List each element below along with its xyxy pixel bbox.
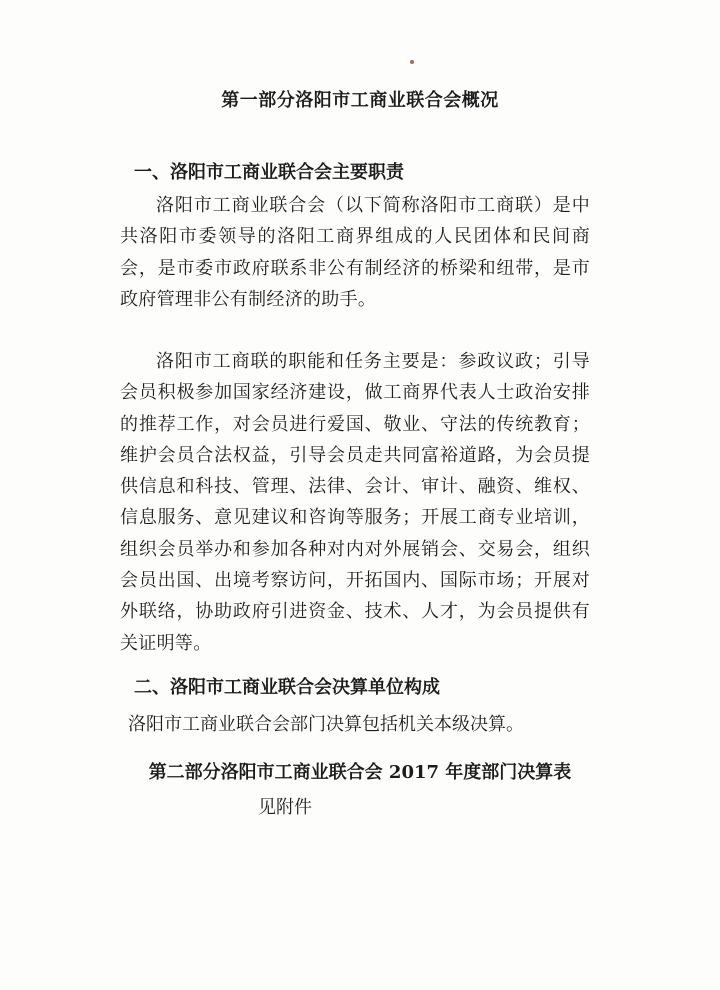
- section1-paragraph-1: 洛阳市工商业联合会（以下简称洛阳市工商联）是中共洛阳市委领导的洛阳工商界组成的人民团体和民间商会，是市委市政府联系非公有制经济的桥梁和纽带，是市政府管理非公有制经济的助手。: [120, 195, 590, 310]
- scan-mark: [410, 60, 414, 64]
- part2-title: 第二部分洛阳市工商业联合会 2017 年度部门决算表: [148, 762, 572, 783]
- section1-heading: 一、洛阳市工商业联合会主要职责: [134, 162, 404, 183]
- section1-paragraph-2: 洛阳市工商联的职能和任务主要是：参政议政；引导会员积极参加国家经济建设，做工商界代表人士政治安排的推荐工作，对会员进行爱国、敬业、守法的传统教育；维护会员合法权益，引导会员走共同富裕道路，为会员提供信息和科技、管理、法律、会计、审计、融资、维权、信息服务、意见建议和咨询等服务；开展工商专业培训，组织会员举办和参加各种对内对外展销会、交易会，组织会员出国、出境考察访问，开拓国内、国际市场；开展对外联络，协助政府引进资金、技术、人才，为会员提供有关证明等。: [120, 351, 590, 654]
- attachment-note: 见附件: [258, 797, 312, 818]
- section2-text: 洛阳市工商业联合会部门决算包括机关本级决算。: [128, 714, 524, 735]
- part1-title: 第一部分洛阳市工商业联合会概况: [221, 90, 499, 111]
- section2-heading: 二、洛阳市工商业联合会决算单位构成: [134, 677, 440, 698]
